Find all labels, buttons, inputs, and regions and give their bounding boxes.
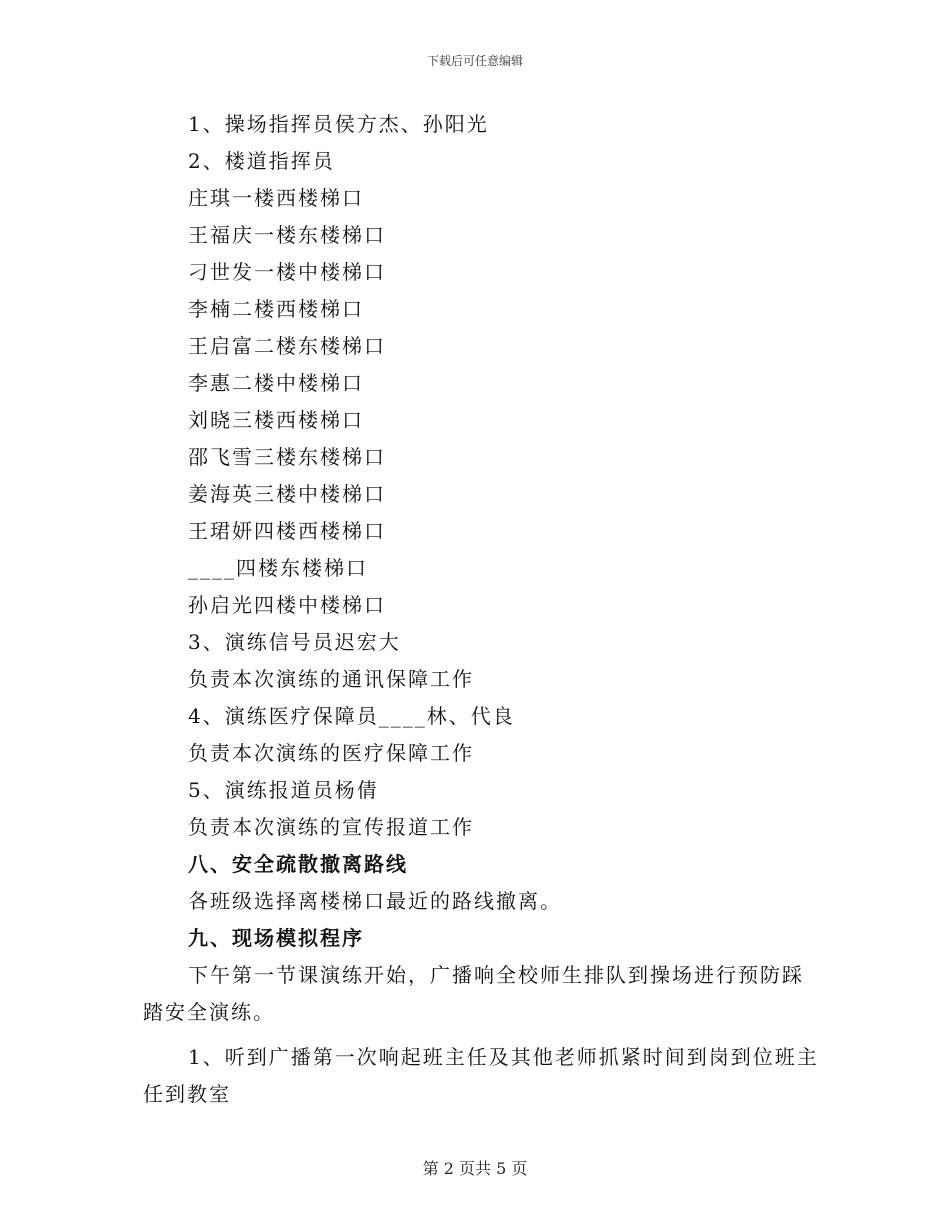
text-line: 刘晓三楼西楼梯口 xyxy=(188,408,364,432)
text-line: 各班级选择离楼梯口最近的路线撤离。 xyxy=(188,889,562,913)
page-header: 下载后可任意编辑 xyxy=(426,54,523,68)
text-line: 负责本次演练的通讯保障工作 xyxy=(188,667,474,691)
text-line: 刁世发一楼中楼梯口 xyxy=(188,260,386,284)
text-line: 任到教室 xyxy=(143,1082,231,1106)
text-line: 1、听到广播第一次响起班主任及其他老师抓紧时间到岗到位班主 xyxy=(188,1045,819,1069)
text-line: 王福庆一楼东楼梯口 xyxy=(188,223,386,247)
text-line: 姜海英三楼中楼梯口 xyxy=(188,482,386,506)
text-line: 4、演练医疗保障员____林、代良 xyxy=(188,704,515,728)
text-line: 踏安全演练。 xyxy=(143,1000,275,1024)
text-line: 5、演练报道员杨倩 xyxy=(188,778,379,802)
section-heading: 八、安全疏散撤离路线 xyxy=(188,852,408,876)
text-line: 负责本次演练的宣传报道工作 xyxy=(188,815,474,839)
text-line: 李楠二楼西楼梯口 xyxy=(188,297,364,321)
text-line: ____四楼东楼梯口 xyxy=(188,556,368,580)
text-line: 负责本次演练的医疗保障工作 xyxy=(188,741,474,765)
text-line: 下午第一节课演练开始，广播响全校师生排队到操场进行预防踩 xyxy=(188,963,804,987)
text-line: 孙启光四楼中楼梯口 xyxy=(188,593,386,617)
text-line: 1、操场指挥员侯方杰、孙阳光 xyxy=(188,112,489,136)
text-line: 3、演练信号员迟宏大 xyxy=(188,630,401,654)
text-line: 王启富二楼东楼梯口 xyxy=(188,334,386,358)
text-line: 庄琪一楼西楼梯口 xyxy=(188,186,364,210)
page-footer: 第 2 页共 5 页 xyxy=(422,1159,528,1178)
text-line: 李惠二楼中楼梯口 xyxy=(188,371,364,395)
section-heading: 九、现场模拟程序 xyxy=(188,926,364,950)
text-line: 王珺妍四楼西楼梯口 xyxy=(188,519,386,543)
text-line: 邵飞雪三楼东楼梯口 xyxy=(188,445,386,469)
document-body xyxy=(143,106,819,1113)
text-line: 2、楼道指挥员 xyxy=(188,149,335,173)
